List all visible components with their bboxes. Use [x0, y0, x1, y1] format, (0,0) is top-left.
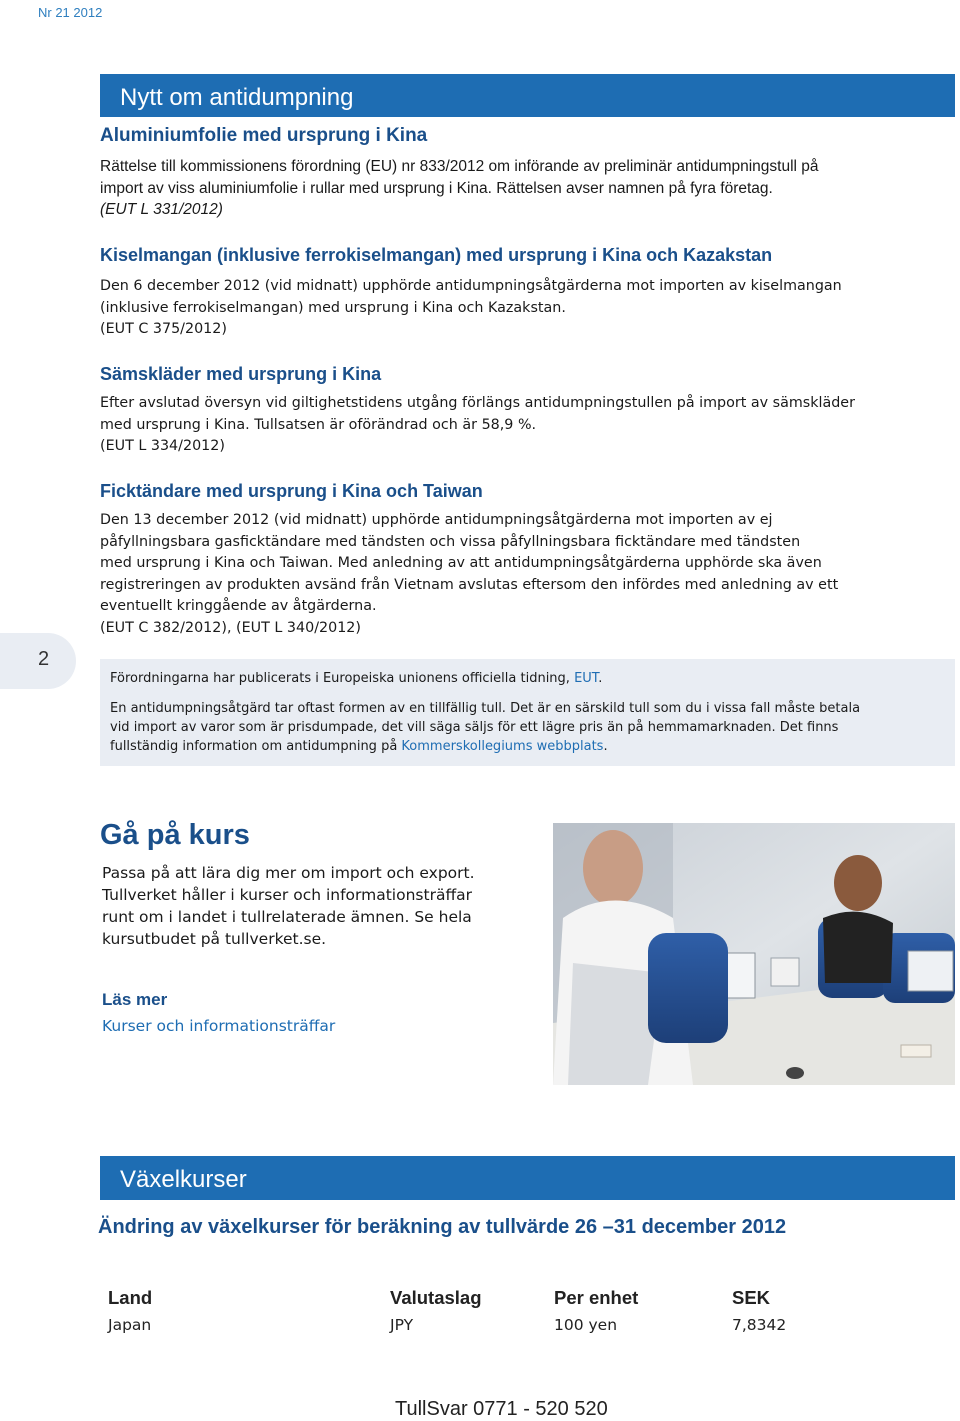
footer-phone: TullSvar 0771 - 520 520	[395, 1398, 608, 1420]
item-title-kiselmangan: Kiselmangan (inklusive ferrokiselmangan) med ursprung i Kina och Kazakstan	[100, 245, 773, 265]
course-text	[102, 862, 475, 950]
item-line: Den 6 december 2012 (vid midnatt) upphörde antidumpningsåtgärderna mot importen av kiselmangan	[100, 278, 842, 294]
info-text: .	[603, 739, 608, 754]
section-banner-title: Växelkurser	[120, 1166, 247, 1193]
item-title-ficktandare: Ficktändare med ursprung i Kina och Taiwan	[100, 481, 483, 501]
table-cell: JPY	[390, 1316, 414, 1334]
issue-number: Nr 21 2012	[38, 5, 103, 20]
item-title-samsklader: Sämskläder med ursprung i Kina	[100, 364, 382, 384]
item-reference: (EUT C 382/2012), (EUT L 340/2012)	[100, 619, 361, 636]
item-reference: (EUT C 375/2012)	[100, 321, 227, 337]
table-header-land: Land	[108, 1287, 153, 1308]
info-line-2: En antidumpningsåtgärd tar oftast formen av en tillfällig tull. Det är en särskild tull som du i vissa fall måste betala	[110, 701, 861, 716]
item-title-aluminiumfolie: Aluminiumfolie med ursprung i Kina	[100, 125, 428, 146]
section-banner-antidumpning	[100, 74, 955, 117]
table-cell: 100 yen	[554, 1316, 618, 1334]
eut-link[interactable]: EUT	[574, 671, 599, 686]
table-cell: Japan	[108, 1316, 152, 1334]
info-line-4	[110, 737, 608, 756]
table-header-per-enhet: Per enhet	[554, 1287, 639, 1308]
item-line: med ursprung i Kina och Taiwan. Med anledning av att antidumpningsåtgärderna upphörde ska även	[100, 555, 822, 571]
item-body-kiselmangan	[100, 276, 955, 341]
section-banner-title: Nytt om antidumpning	[120, 84, 354, 111]
course-line: Tullverket håller i kurser och informationsträffar	[102, 886, 472, 904]
course-title: Gå på kurs	[100, 819, 250, 851]
course-line: Passa på att lära dig mer om import och export.	[102, 864, 475, 882]
exchange-rate-heading: Ändring av växelkurser för beräkning av tullvärde 26 –31 december 2012	[98, 1216, 787, 1238]
table-header-valutaslag: Valutaslag	[390, 1287, 482, 1308]
info-line-1	[110, 669, 602, 688]
item-reference: (EUT L 334/2012)	[100, 438, 225, 454]
read-more-heading: Läs mer	[102, 990, 168, 1009]
table-cell: 7,8342	[732, 1316, 787, 1334]
section-banner-vaxelkurser	[100, 1156, 955, 1200]
course-line: runt om i landet i tullrelaterade ämnen. Se hela	[102, 908, 472, 926]
table-header-sek: SEK	[732, 1287, 771, 1308]
course-link[interactable]: Kurser och informationsträffar	[102, 1017, 336, 1035]
item-line: (inklusive ferrokiselmangan) med ursprung i Kina och Kazakstan.	[100, 299, 566, 316]
page-number: 2	[38, 648, 50, 670]
item-line: eventuellt kringgående av åtgärderna.	[100, 598, 377, 614]
item-line: Efter avslutad översyn vid giltighetstidens utgång förlängs antidumpningstullen på import av sämskläder	[100, 395, 855, 411]
item-body-ficktandare	[100, 510, 955, 639]
course-line: kursutbudet på tullverket.se.	[102, 930, 327, 948]
info-text: .	[598, 671, 603, 686]
item-line: import av viss aluminiumfolie i rullar med ursprung i Kina. Rättelsen avser namnen på fyra företag.	[100, 179, 773, 197]
item-line: Den 13 december 2012 (vid midnatt) upphörde antidumpningsåtgärderna mot importen av ej	[100, 512, 773, 528]
item-line: Rättelse till kommissionens förordning (EU) nr 833/2012 om införande av preliminär antidumpningstull på	[100, 158, 819, 175]
item-body-aluminiumfolie	[100, 156, 960, 221]
info-text: fullständig information om antidumpning på	[110, 739, 402, 754]
course-photo	[553, 823, 955, 1085]
item-line: med ursprung i Kina. Tullsatsen är oförändrad och är 58,9 %.	[100, 416, 537, 433]
kommerskollegium-link[interactable]: Kommerskollegiums webbplats	[401, 739, 604, 754]
item-line: påfyllningsbara gasficktändare med tändsten och vissa påfyllningsbara ficktändare med tändsten	[100, 533, 801, 550]
info-text: Förordningarna har publicerats i Europeiska unionens officiella tidning,	[110, 671, 575, 686]
item-body-samsklader	[100, 393, 955, 458]
item-line: registreringen av produkten avsänd från Vietnam avslutas eftersom den infördes med anledning av ett	[100, 576, 839, 593]
page-number-tab	[0, 633, 76, 689]
info-box	[100, 659, 955, 766]
info-line-3: vid import av varor som är prisdumpade, det vill säga säljs för ett lägre pris än på hemmamarknaden. Det finns	[110, 720, 839, 735]
item-reference: (EUT L 331/2012)	[100, 201, 223, 218]
